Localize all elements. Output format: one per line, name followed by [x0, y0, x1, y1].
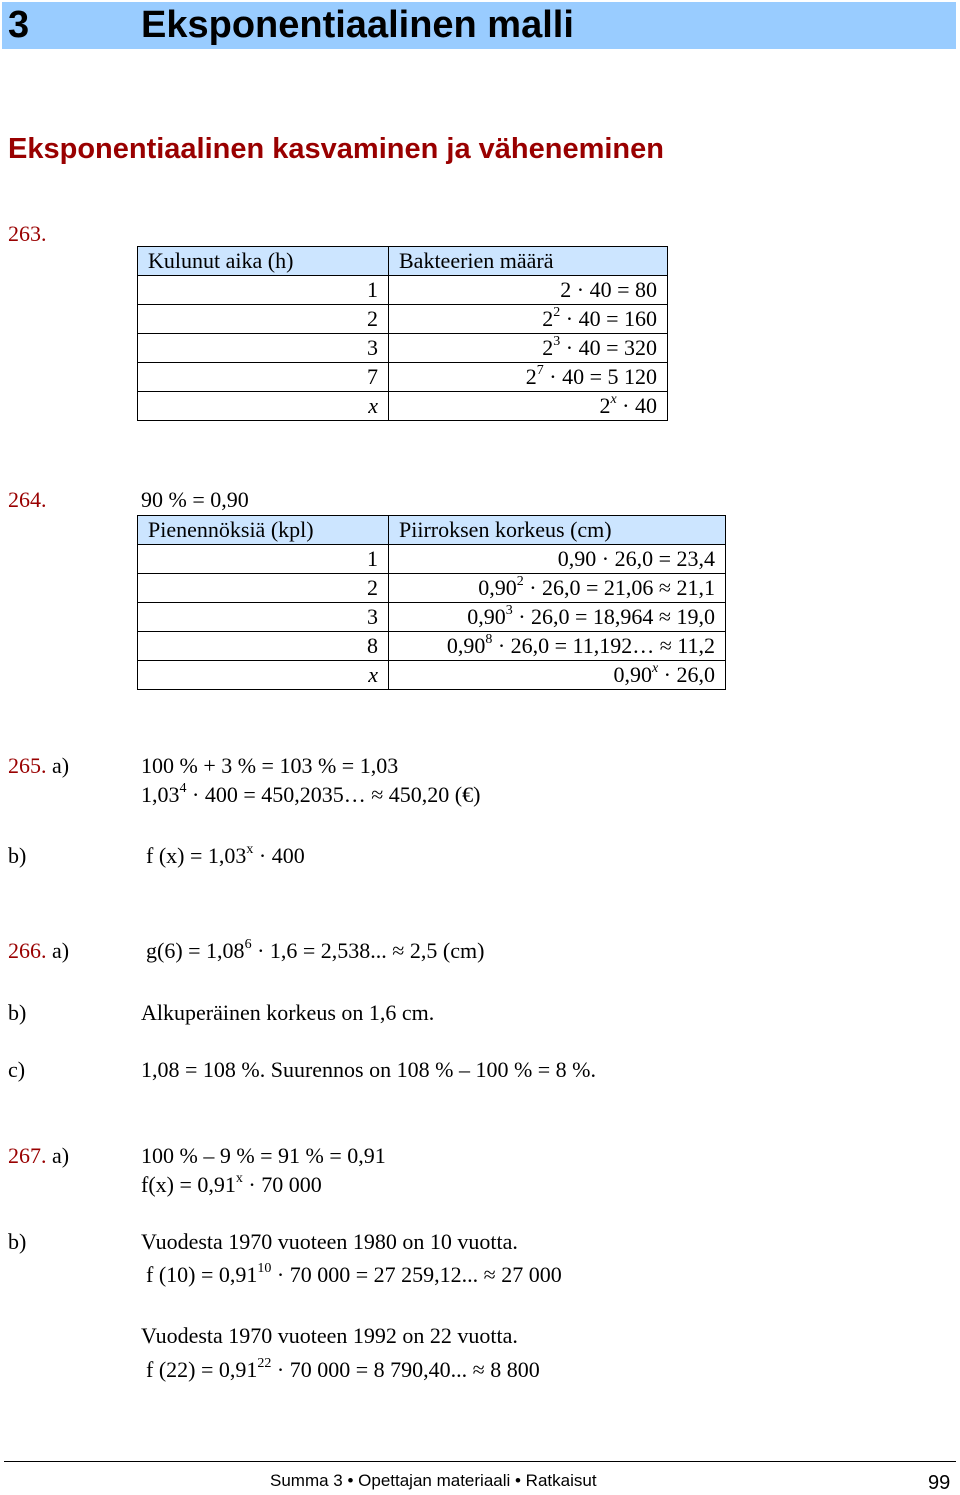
chapter-title — [8, 2, 574, 49]
cell-index: 2 — [138, 574, 389, 603]
problem-266-label — [8, 938, 69, 964]
p267-b-text2: Vuodesta 1970 vuoteen 1992 on 22 vuotta. — [141, 1323, 518, 1348]
table-row — [138, 276, 668, 305]
header-time: Kulunut aika (h) — [138, 247, 389, 276]
problem-265-label — [8, 753, 69, 779]
p267-a-line1: 100 % – 9 % = 91 % = 0,91 — [141, 1143, 386, 1168]
cell-index: 1 — [138, 276, 389, 305]
cell-index: 8 — [138, 632, 389, 661]
cell-value: 0,90 · 26,0 = 23,4 — [389, 545, 726, 574]
cell-index: 3 — [138, 603, 389, 632]
problem-263-number: 263. — [8, 221, 47, 246]
header-bacteria: Bakteerien määrä — [389, 247, 668, 276]
page-number: 99 — [928, 1472, 951, 1494]
p267-a-line2: $f(x) = 0,91^x \cdot 70$ 000 — [141, 1170, 322, 1197]
cell-value: $0,90^8 \cdot 26,0$ = 11,192… ≈ 11,2 — [389, 632, 726, 661]
problem-266-number: 266. — [8, 938, 47, 963]
problem-265-number: 265. — [8, 753, 47, 778]
p267-b-equation1: f $(10) = 0,91^{10} \cdot 70$ 000 = 27 259,12... ≈ 27 000 — [146, 1260, 562, 1287]
cell-index: x — [138, 661, 389, 690]
cell-index: 3 — [138, 334, 389, 363]
table-row — [138, 305, 668, 334]
part-b-label: b) — [8, 1229, 27, 1254]
p266-c-text: 1,08 = 108 %. Suurennos on 108 % – 100 % = 8 %. — [141, 1057, 597, 1082]
footer-divider — [4, 1461, 956, 1462]
table-row — [138, 363, 668, 392]
cell-value: 2 · 40 = 80 — [389, 276, 668, 305]
section-title: Eksponentiaalinen kasvaminen ja väheneminen — [8, 133, 664, 165]
part-b-label: b) — [8, 1000, 27, 1025]
cell-index: 2 — [138, 305, 389, 334]
table-row — [138, 632, 726, 661]
cell-value: $2^3 \cdot 40 = 320$ — [389, 334, 668, 363]
cell-value: $2^2 \cdot 40 = 160$ — [389, 305, 668, 334]
table-row — [138, 334, 668, 363]
cell-index: 1 — [138, 545, 389, 574]
cell-value: $2^7 \cdot 40 = 5$ 120 — [389, 363, 668, 392]
chapter-name: Eksponentiaalinen malli — [141, 4, 574, 46]
p265-a-line1: 100 % + 3 % = 103 % = 1,03 — [141, 753, 399, 778]
problem-264-intro: 90 % = 0,90 — [141, 487, 249, 512]
cell-value: $0,90^3 \cdot 26,0 = 18,964 \approx 19,0$ — [389, 603, 726, 632]
p266-b-text: Alkuperäinen korkeus on 1,6 cm. — [141, 1000, 435, 1025]
table-row — [138, 545, 726, 574]
p265-a-line2: $1,03^4 \cdot 400$ = 450,2035… ≈ 450,20 (€) — [141, 780, 481, 807]
header-reductions: Pienennöksiä (kpl) — [138, 516, 389, 545]
part-c-label: c) — [8, 1057, 26, 1082]
cell-value: $2^x \cdot 40$ — [389, 392, 668, 421]
cell-index: x — [138, 392, 389, 421]
p266-a-equation: $g(6) = 1,08^6 \cdot 1,6 = 2,538$... ≈ 2,5 (cm) — [146, 936, 485, 963]
part-a-label: a) — [52, 938, 70, 963]
table-header-row — [138, 516, 726, 545]
p265-b-equation: f $(x) = 1,03^x \cdot 400$ — [146, 841, 305, 868]
table-header-row — [138, 247, 668, 276]
cell-value: $0,90^x \cdot 26,0$ — [389, 661, 726, 690]
cell-index: 7 — [138, 363, 389, 392]
table-row — [138, 661, 726, 690]
header-height: Piirroksen korkeus (cm) — [389, 516, 726, 545]
p267-b-equation2: f $(22) = 0,91^{22} \cdot 70$ 000 = 8 790,40... ≈ 8 800 — [146, 1355, 540, 1382]
table-row — [138, 603, 726, 632]
footer-text: Summa 3 • Opettajan materiaali • Ratkaisut — [270, 1471, 597, 1490]
table-row — [138, 392, 668, 421]
problem-267-number: 267. — [8, 1143, 47, 1168]
part-b-label: b) — [8, 843, 27, 868]
part-a-label: a) — [52, 753, 70, 778]
table-row — [138, 574, 726, 603]
p267-b-text1: Vuodesta 1970 vuoteen 1980 on 10 vuotta. — [141, 1229, 518, 1254]
problem-264-number: 264. — [8, 487, 47, 512]
cell-value: $0,90^2 \cdot 26,0 = 21,06 \approx 21,1$ — [389, 574, 726, 603]
problem-267-label — [8, 1143, 69, 1169]
table-264 — [137, 515, 726, 690]
table-263 — [137, 246, 668, 421]
chapter-number: 3 — [8, 4, 30, 46]
part-a-label: a) — [52, 1143, 70, 1168]
